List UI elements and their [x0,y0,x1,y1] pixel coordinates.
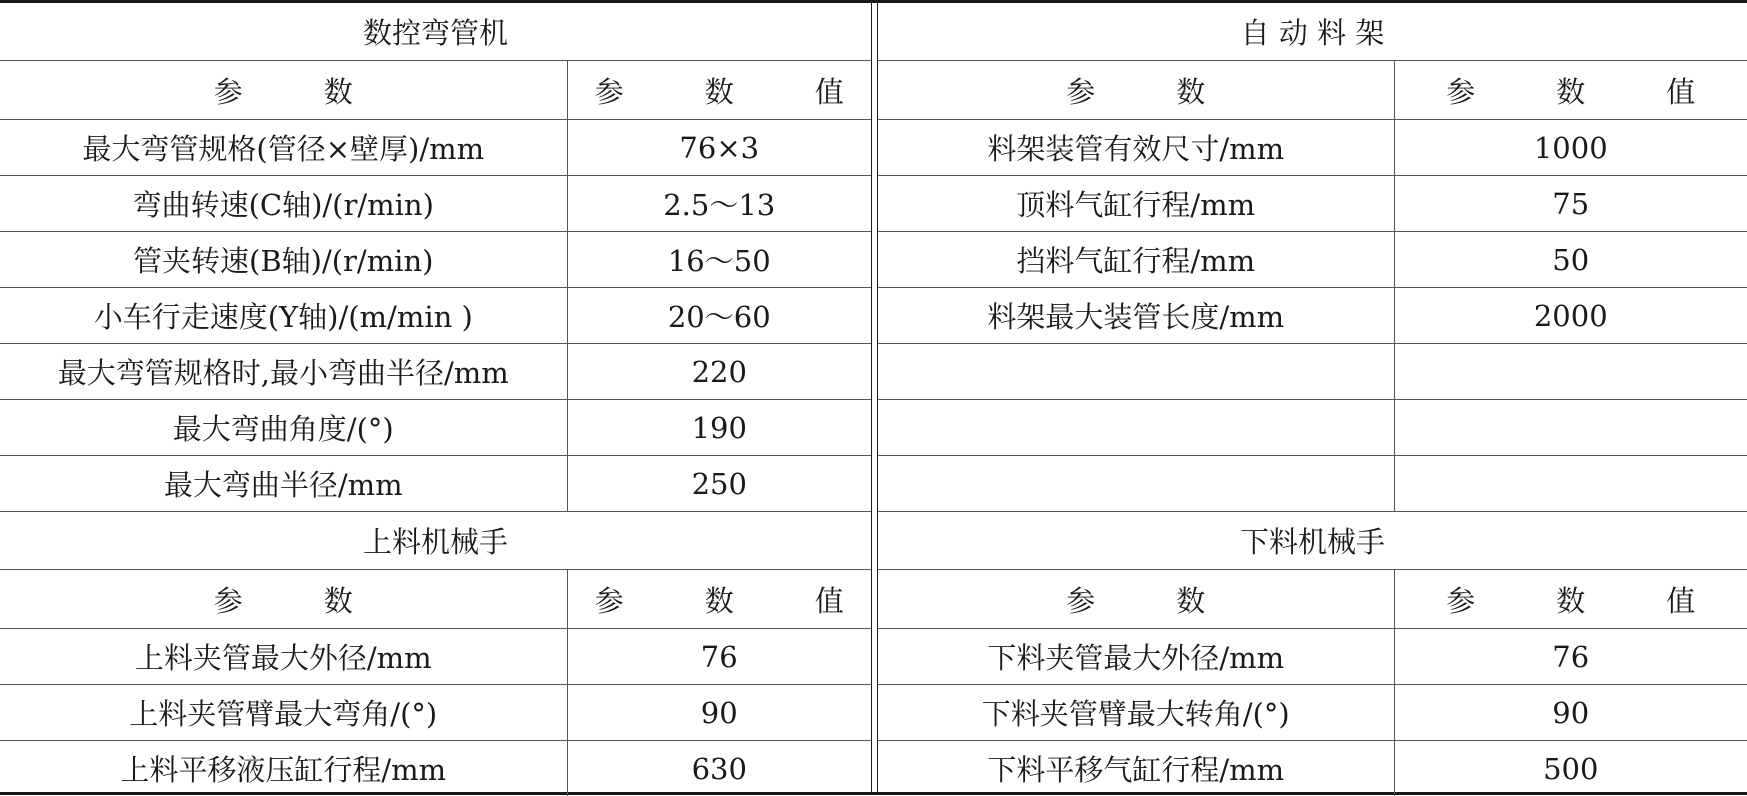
table-row [878,288,1747,344]
value-cell: 76×3 [567,120,871,176]
value-cell [1394,456,1747,512]
table-row [0,741,871,796]
table-row [878,400,1747,456]
value-cell: 220 [567,344,871,400]
param-cell [878,400,1394,456]
param-cell: 顶料气缸行程/mm [878,176,1394,232]
section-title-rack: 自 动 料 架 [878,3,1747,61]
table-row [0,456,871,512]
param-cell: 上料夹管臂最大弯角/(°) [0,685,567,741]
header-value: 参 数 值 [567,570,871,629]
table-row [0,344,871,400]
header-param: 参 数 [0,570,567,629]
section-title-bender: 数控弯管机 [0,3,871,61]
param-cell: 料架最大装管长度/mm [878,288,1394,344]
section-title-loader: 上料机械手 [0,512,871,570]
section-title-row [878,3,1747,61]
section-title-unloader: 下料机械手 [878,512,1747,570]
value-cell: 500 [1394,741,1747,796]
right-spec-table [878,3,1747,796]
param-cell: 下料平移气缸行程/mm [878,741,1394,796]
param-cell: 下料夹管臂最大转角/(°) [878,685,1394,741]
value-cell: 50 [1394,232,1747,288]
table-row [878,629,1747,685]
value-cell: 190 [567,400,871,456]
left-spec-table [0,3,871,796]
value-cell: 2000 [1394,288,1747,344]
param-cell: 上料夹管最大外径/mm [0,629,567,685]
header-row [0,570,871,629]
table-row [0,400,871,456]
section-title-row [878,512,1747,570]
table-row [0,685,871,741]
param-cell: 上料平移液压缸行程/mm [0,741,567,796]
value-cell [1394,400,1747,456]
value-cell: 20～60 [567,288,871,344]
param-cell: 最大弯曲角度/(°) [0,400,567,456]
header-value: 参 数 值 [1394,61,1747,120]
value-cell: 90 [1394,685,1747,741]
value-cell: 76 [1394,629,1747,685]
section-title-row [0,3,871,61]
param-cell: 挡料气缸行程/mm [878,232,1394,288]
table-row [878,685,1747,741]
param-cell: 下料夹管最大外径/mm [878,629,1394,685]
table-row [0,288,871,344]
table-row [878,741,1747,796]
param-cell: 最大弯曲半径/mm [0,456,567,512]
section-title-row [0,512,871,570]
param-cell: 最大弯管规格时,最小弯曲半径/mm [0,344,567,400]
value-cell: 1000 [1394,120,1747,176]
value-cell: 75 [1394,176,1747,232]
value-cell: 250 [567,456,871,512]
param-cell [878,456,1394,512]
header-value: 参 数 值 [1394,570,1747,629]
table-row [0,176,871,232]
value-cell: 90 [567,685,871,741]
param-cell: 最大弯管规格(管径×壁厚)/mm [0,120,567,176]
param-cell: 管夹转速(B轴)/(r/min) [0,232,567,288]
table-row [878,456,1747,512]
header-row [878,570,1747,629]
header-value: 参 数 值 [567,61,871,120]
value-cell: 2.5～13 [567,176,871,232]
table-row [878,344,1747,400]
value-cell: 630 [567,741,871,796]
header-row [878,61,1747,120]
double-divider [871,3,878,792]
header-param: 参 数 [0,61,567,120]
param-cell [878,344,1394,400]
param-cell: 料架装管有效尺寸/mm [878,120,1394,176]
header-row [0,61,871,120]
value-cell [1394,344,1747,400]
table-row [878,176,1747,232]
header-param: 参 数 [878,570,1394,629]
header-param: 参 数 [878,61,1394,120]
param-cell: 小车行走速度(Y轴)/(m/min ) [0,288,567,344]
table-row [0,629,871,685]
table-row [0,232,871,288]
value-cell: 16～50 [567,232,871,288]
table-row [878,232,1747,288]
param-cell: 弯曲转速(C轴)/(r/min) [0,176,567,232]
table-row [878,120,1747,176]
value-cell: 76 [567,629,871,685]
table-row [0,120,871,176]
